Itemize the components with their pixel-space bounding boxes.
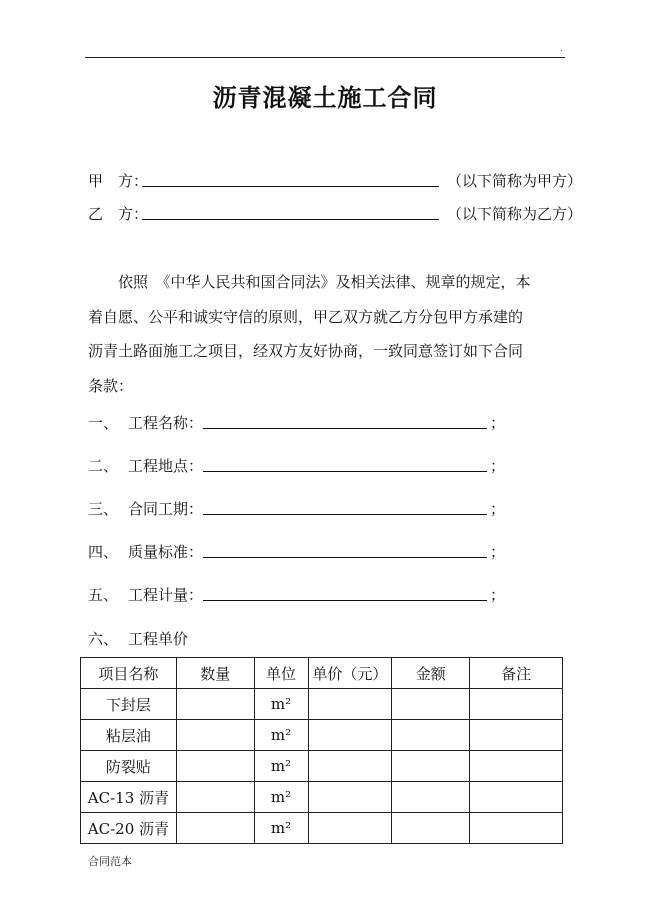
table-cell: 粘层油	[81, 720, 177, 751]
clause-end: ；	[490, 543, 506, 561]
table-cell: m²	[254, 751, 308, 782]
party-b-row	[88, 203, 582, 225]
table-cell[interactable]	[308, 782, 392, 813]
clause-item	[88, 541, 505, 563]
table-cell[interactable]	[392, 720, 470, 751]
clause-number: 三、	[88, 500, 119, 518]
table-header-cell: 金额	[392, 658, 470, 689]
party-b-blank[interactable]	[142, 203, 439, 220]
table-row	[81, 720, 563, 751]
intro-line: 依照 《中华人民共和国合同法》及相关法律、规章的规定，本	[118, 273, 531, 291]
clause-blank[interactable]	[203, 541, 487, 558]
clause-label: 质量标准：	[128, 543, 204, 561]
table-cell: m²	[254, 720, 308, 751]
clause-end: ；	[490, 586, 506, 604]
table-cell[interactable]	[392, 751, 470, 782]
table-header-cell: 项目名称	[81, 658, 177, 689]
party-a-note: （以下简称为甲方）	[447, 172, 583, 190]
table-cell[interactable]	[470, 813, 563, 844]
table-cell: AC-13 沥青	[81, 782, 177, 813]
table-cell: m²	[254, 689, 308, 720]
table-cell[interactable]	[176, 813, 254, 844]
clause-item	[88, 412, 505, 434]
table-header-cell: 单价（元）	[308, 658, 392, 689]
clause-end: ；	[490, 500, 506, 518]
clause-label: 工程地点：	[128, 457, 204, 475]
table-cell: AC-20 沥青	[81, 813, 177, 844]
unit-price-table	[80, 657, 563, 844]
table-cell[interactable]	[470, 782, 563, 813]
intro-paragraph	[88, 265, 568, 403]
clause-end: ；	[490, 457, 506, 475]
table-cell[interactable]	[176, 782, 254, 813]
table-cell[interactable]	[308, 689, 392, 720]
clause-blank[interactable]	[203, 412, 487, 429]
table-header-row	[81, 658, 563, 689]
section-six-number: 六、	[88, 630, 119, 648]
clause-number: 四、	[88, 543, 119, 561]
party-b-note: （以下简称为乙方）	[447, 205, 583, 223]
table-cell[interactable]	[308, 720, 392, 751]
clause-number: 一、	[88, 414, 119, 432]
table-cell: m²	[254, 813, 308, 844]
table-cell[interactable]	[176, 720, 254, 751]
table-cell[interactable]	[470, 689, 563, 720]
clause-number: 二、	[88, 457, 119, 475]
table-cell[interactable]	[308, 813, 392, 844]
clause-number: 五、	[88, 586, 119, 604]
table-cell: 防裂贴	[81, 751, 177, 782]
clause-blank[interactable]	[203, 455, 487, 472]
table-cell: m²	[254, 782, 308, 813]
table-cell[interactable]	[176, 689, 254, 720]
clause-item	[88, 455, 505, 477]
header-rule	[85, 57, 565, 58]
table-cell[interactable]	[392, 689, 470, 720]
party-b-label: 乙 方：	[88, 205, 149, 223]
table-cell[interactable]	[392, 782, 470, 813]
table-cell[interactable]	[470, 751, 563, 782]
clause-blank[interactable]	[203, 584, 487, 601]
table-cell[interactable]	[308, 751, 392, 782]
clause-blank[interactable]	[203, 498, 487, 515]
clause-end: ；	[490, 414, 506, 432]
table-row	[81, 689, 563, 720]
table-cell[interactable]	[176, 751, 254, 782]
intro-line: 沥青土路面施工之项目，经双方友好协商，一致同意签订如下合同	[88, 342, 524, 360]
table-row	[81, 782, 563, 813]
table-header-cell: 备注	[470, 658, 563, 689]
header-mark: .	[560, 44, 563, 54]
table-cell[interactable]	[392, 813, 470, 844]
clause-item	[88, 498, 505, 520]
section-six-heading	[88, 628, 188, 650]
document-title: 沥青混凝土施工合同	[212, 83, 438, 112]
intro-line: 着自愿、公平和诚实守信的原则，甲乙双方就乙方分包甲方承建的	[88, 307, 524, 326]
party-a-blank[interactable]	[142, 170, 439, 187]
table-row	[81, 751, 563, 782]
footer-label: 合同范本	[88, 855, 132, 868]
table-header-cell: 单位	[254, 658, 308, 689]
party-a-row	[88, 170, 582, 192]
clause-item	[88, 584, 505, 606]
section-six-label: 工程单价	[128, 630, 189, 648]
clause-label: 工程计量：	[128, 586, 204, 604]
party-a-label: 甲 方：	[88, 172, 149, 190]
table-cell: 下封层	[81, 689, 177, 720]
table-header-cell: 数量	[176, 658, 254, 689]
table-row	[81, 813, 563, 844]
clause-label: 工程名称：	[128, 414, 204, 432]
intro-line: 条款：	[88, 376, 134, 395]
clause-label: 合同工期：	[128, 500, 204, 518]
table-cell[interactable]	[470, 720, 563, 751]
